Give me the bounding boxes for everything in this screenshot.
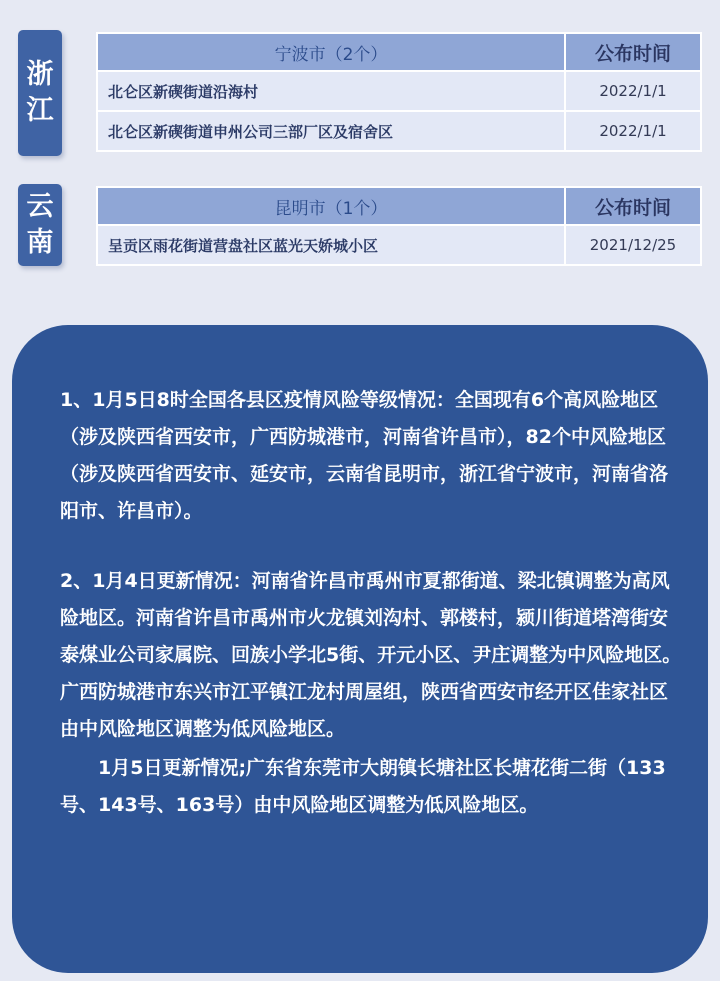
province-char: 南 — [26, 227, 54, 258]
notice-paragraph-2: 2、1月4日更新情况：河南省许昌市禹州市夏都街道、梁北镇调整为高风险地区。河南省许昌市禹州市火龙镇刘沟村、郭楼村，颍川街道塔湾街安泰煤业公司家属院、回族小学北5街、开元小区、尹庄调整为中风险地区。广西防城港市东兴市江平镇江龙村周屋组，陕西省西安市经开区佳家社区由中风险地区调整为低风险地区。 — [60, 570, 682, 740]
ningbo-risk-table — [96, 32, 702, 152]
place-cell: 北仑区新碶街道沿海村 — [97, 71, 565, 111]
table-row — [97, 71, 701, 111]
place-cell: 北仑区新碶街道申州公司三部厂区及宿舍区 — [97, 111, 565, 151]
table-header-row — [97, 33, 701, 71]
place-cell: 呈贡区雨花街道营盘社区蓝光天娇城小区 — [97, 225, 565, 265]
province-char: 江 — [26, 95, 54, 126]
city-header: 宁波市（2个） — [97, 33, 565, 71]
date-cell: 2021/12/25 — [565, 225, 701, 265]
province-char: 浙 — [26, 59, 54, 90]
province-tab-yunnan — [18, 184, 62, 266]
city-header: 昆明市（1个） — [97, 187, 565, 225]
date-cell: 2022/1/1 — [565, 71, 701, 111]
kunming-risk-table — [96, 186, 702, 266]
notice-paragraph-3: 1月5日更新情况;广东省东莞市大朗镇长塘社区长塘花街二街（133号、143号、163号）由中风险地区调整为低风险地区。 — [60, 757, 666, 816]
time-header: 公布时间 — [565, 33, 701, 71]
table-row — [97, 111, 701, 151]
province-char: 云 — [26, 191, 54, 222]
table-row — [97, 225, 701, 265]
time-header: 公布时间 — [565, 187, 701, 225]
notice-panel — [12, 325, 708, 973]
date-cell: 2022/1/1 — [565, 111, 701, 151]
notice-paragraph-1: 1、1月5日8时全国各县区疫情风险等级情况：全国现有6个高风险地区（涉及陕西省西安市，广西防城港市，河南省许昌市），82个中风险地区（涉及陕西省西安市、延安市，云南省昆明市，浙江省宁波市，河南省洛阳市、许昌市）。 — [60, 389, 669, 522]
table-header-row — [97, 187, 701, 225]
province-tab-zhejiang — [18, 30, 62, 156]
